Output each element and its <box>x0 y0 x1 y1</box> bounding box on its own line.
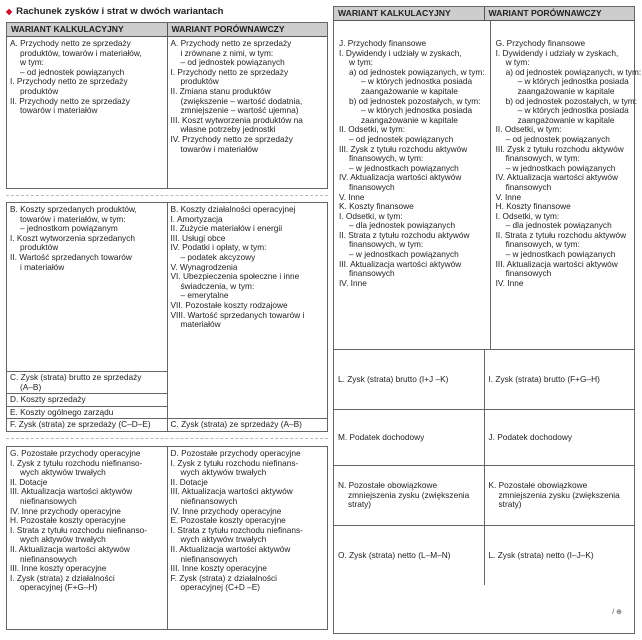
list-line: IV. Inne <box>339 277 367 288</box>
list-line: towarów i materiałów, w tym: <box>20 213 126 224</box>
list-line: zaangażowanie w kapitale <box>517 85 615 96</box>
list-line: – jednostkom powiązanym <box>20 223 118 234</box>
block2-left-final: F. Zysk (strata) ze sprzedaży (C–D–E) <box>7 418 167 431</box>
list-line: produktów <box>20 85 59 96</box>
list-line: własne potrzeby jednostki <box>180 124 276 135</box>
list-line: G. Pozostałe przychody operacyjne <box>10 448 141 458</box>
separator <box>6 195 328 196</box>
list-line: – od jednostek powiązanych <box>20 66 125 77</box>
block3-left <box>7 447 167 629</box>
list-line: I. Amortyzacja <box>170 213 223 224</box>
list-line: I. Strata z tytułu rozchodu niefinanso- <box>10 524 147 535</box>
list-line: II. Aktualizacja wartości aktywów <box>10 543 130 554</box>
list-line: – od jednostek powiązanych <box>505 133 610 144</box>
list-line: niefinansowych <box>20 495 77 506</box>
list-line: – w jednostkach powiązanych <box>505 162 616 173</box>
list-line: – w jednostkach powiązanych <box>349 162 459 173</box>
list-line: – dla jednostek powiązanych <box>505 220 612 231</box>
list-line: zaangażowanie w kapitale <box>361 85 458 96</box>
list-line: II. Przychody netto ze sprzedaży <box>10 95 130 106</box>
list-line: B. Koszty działalności operacyjnej <box>170 204 296 214</box>
summary-line: (A–B) <box>20 381 42 392</box>
list-line: VI. Ubezpieczenia społeczne i inne <box>170 271 300 282</box>
list-line: wych aktywów trwałych <box>180 467 267 478</box>
result-line: M. Podatek dochodowy <box>338 431 425 442</box>
list-line: K. Koszty finansowe <box>339 201 414 212</box>
summary-line: D. Koszty sprzedaży <box>10 394 86 405</box>
list-line: III. Zysk z tytułu rozchodu aktywów <box>339 143 468 154</box>
list-line: III. Aktualizacja wartości aktywów <box>170 486 293 497</box>
block-costs <box>6 202 328 432</box>
list-line: finansowych <box>349 268 395 279</box>
list-line: – w których jednostka posiada <box>361 76 473 87</box>
result-line: O. Zysk (strata) netto (L–M–N) <box>338 549 451 560</box>
block-revenue <box>6 22 328 189</box>
list-line: V. Inne <box>495 191 522 202</box>
block-operating <box>6 446 328 630</box>
list-line: II. Dotacje <box>10 476 48 487</box>
right-table <box>333 6 642 634</box>
list-line: II. Odsetki, w tym: <box>495 124 562 135</box>
header-left: WARIANT KALKULACYJNY <box>338 8 451 18</box>
block1-left <box>7 37 167 189</box>
list-line: towarów i materiałów <box>180 143 258 154</box>
list-line: I. Odsetki, w tym: <box>339 210 403 221</box>
result-line: J. Podatek dochodowy <box>488 431 572 442</box>
list-line: I. Dywidendy i udziały w zyskach, <box>495 47 619 58</box>
list-line: wych aktywów trwałych <box>20 467 106 478</box>
list-line: b) od jednostek pozostałych, w tym: <box>505 95 638 106</box>
block1-right <box>167 37 328 189</box>
list-line: III. Zysk z tytułu rozchodu aktywów <box>495 143 624 154</box>
financial-left <box>334 21 490 349</box>
list-line: G. Przychody finansowe <box>495 38 586 48</box>
list-line: niefinansowych <box>180 495 238 506</box>
result-cell-right <box>484 526 635 585</box>
list-line: I. Zysk z tytułu rozchodu niefinans- <box>170 457 299 468</box>
list-line: – dla jednostek powiązanych <box>349 220 456 231</box>
list-line: zaangażowanie w kapitale <box>361 114 458 125</box>
list-line: II. Strata z tytułu rozchodu aktywów <box>339 229 470 240</box>
result-cell-left <box>334 526 484 585</box>
list-line: produktów <box>20 242 59 253</box>
list-line: b) od jednostek pozostałych, w tym: <box>349 95 481 106</box>
result-row <box>334 409 634 465</box>
title-text: Rachunek zysków i strat w dwóch wariantach <box>16 6 224 17</box>
result-cell-left <box>334 350 484 409</box>
list-line: I. Przychody netto ze sprzedaży <box>10 76 128 87</box>
summary-line: C. Zysk (strata) brutto ze sprzedaży <box>10 372 142 383</box>
financial-right <box>490 21 642 349</box>
list-line: – w jednostkach powiązanych <box>349 249 459 260</box>
block2-right-final: C. Zysk (strata) ze sprzedaży (A–B) <box>168 418 328 431</box>
result-line: zmniejszenia zysku (zwiększenia <box>498 489 620 500</box>
list-line: IV. Przychody netto ze sprzedaży <box>170 133 293 144</box>
list-line: V. Inne <box>339 191 365 202</box>
list-line: materiałów <box>180 319 221 330</box>
list-line: I. Przychody netto ze sprzedaży <box>170 66 289 77</box>
list-line: finansowych, w tym: <box>505 153 580 164</box>
list-line: I. Zysk (strata) z działalności <box>10 572 115 583</box>
list-line: II. Odsetki, w tym: <box>339 124 405 135</box>
list-line: produktów, towarów i materiałów, <box>20 47 142 58</box>
right-table-rows <box>334 349 634 585</box>
result-cell-right <box>484 466 635 525</box>
list-line: IV. Podatki i opłaty, w tym: <box>170 242 267 253</box>
list-line: finansowych <box>505 181 552 192</box>
list-line: I. Odsetki, w tym: <box>495 210 560 221</box>
summary-line: E. Koszty ogólnego zarządu <box>10 406 114 417</box>
separator <box>6 438 328 439</box>
title-bullet-icon: ◆ <box>6 7 13 16</box>
result-cell-left <box>334 466 484 525</box>
result-line: K. Pozostałe obowiązkowe <box>488 480 588 491</box>
block-header <box>7 23 327 37</box>
result-line: L. Zysk (strata) brutto (I+J –K) <box>338 373 449 384</box>
header-left: WARIANT KALKULACYJNY <box>11 24 124 34</box>
list-line: E. Pozostałe koszty operacyjne <box>170 515 286 526</box>
header-right: WARIANT PORÓWNAWCZY <box>167 23 328 36</box>
list-line: IV. Aktualizacja wartości aktywów <box>339 172 462 183</box>
list-line: III. Inne koszty operacyjne <box>10 563 107 574</box>
list-line: finansowych, w tym: <box>349 239 424 250</box>
list-line: I. Dywidendy i udziały w zyskach, <box>339 47 462 58</box>
list-line: zmniejszenie – wartość ujemna) <box>180 105 299 116</box>
list-line: IV. Inne <box>495 277 524 288</box>
list-line: produktów <box>180 76 219 87</box>
result-cell-right <box>484 410 635 465</box>
list-line: IV. Inne przychody operacyjne <box>10 505 121 516</box>
list-line: – w których jednostka posiada <box>361 105 473 116</box>
list-line: w tym: <box>505 57 530 68</box>
list-line: II. Aktualizacja wartości aktywów <box>170 543 291 554</box>
result-cell-left <box>334 410 484 465</box>
list-line: IV. Aktualizacja wartości aktywów <box>495 172 618 183</box>
page-title <box>6 6 224 17</box>
list-line: II. Dotacje <box>170 476 208 487</box>
list-line: wych aktywów trwałych <box>20 534 106 545</box>
list-line: VIII. Wartość sprzedanych towarów i <box>170 309 305 320</box>
list-line: finansowych <box>505 268 552 279</box>
list-line: finansowych, w tym: <box>505 239 580 250</box>
list-line: niefinansowych <box>20 553 77 564</box>
list-line: III. Usługi obce <box>170 232 226 243</box>
list-line: VII. Pozostałe koszty rodzajowe <box>170 299 288 310</box>
list-line: H. Koszty finansowe <box>495 201 571 212</box>
result-line: L. Zysk (strata) netto (I–J–K) <box>488 549 594 560</box>
list-line: finansowych <box>349 181 395 192</box>
result-line: I. Zysk (strata) brutto (F+G–H) <box>488 373 600 384</box>
list-line: III. Koszt wytworzenia produktów na <box>170 114 303 125</box>
list-line: II. Strata z tytułu rozchodu aktywów <box>495 229 627 240</box>
summary-row <box>7 406 167 419</box>
list-line: II. Wartość sprzedanych towarów <box>10 251 132 262</box>
block3-right <box>167 447 328 629</box>
list-line: A. Przychody netto ze sprzedaży <box>170 38 292 48</box>
list-line: F. Zysk (strata) z działalności <box>170 572 278 583</box>
result-line: zmniejszenia zysku (zwiększenia <box>348 489 470 500</box>
list-line: II. Zmiana stanu produktów <box>170 85 271 96</box>
list-line: w tym: <box>349 57 373 68</box>
list-line: w tym: <box>20 57 44 68</box>
list-line: – emerytalne <box>180 290 229 301</box>
list-line: towarów i materiałów <box>20 105 98 116</box>
list-line: III. Aktualizacja wartości aktywów <box>10 486 133 497</box>
list-line: zaangażowanie w kapitale <box>517 114 615 125</box>
list-line: wych aktywów trwałych <box>180 534 267 545</box>
list-line: a) od jednostek powiązanych, w tym: <box>505 66 642 77</box>
list-line: II. Zużycie materiałów i energii <box>170 223 283 234</box>
list-line: – od jednostek powiązanych <box>180 57 285 68</box>
page-mark: / ⊕ <box>612 609 622 617</box>
list-line: świadczenia, w tym: <box>180 280 255 291</box>
result-line: N. Pozostałe obowiązkowe <box>338 480 438 491</box>
list-line: finansowych, w tym: <box>349 153 424 164</box>
block2-right <box>168 203 328 418</box>
list-line: – od jednostek powiązanych <box>349 133 454 144</box>
list-line: J. Przychody finansowe <box>339 38 427 48</box>
result-row <box>334 525 634 585</box>
list-line: I. Zysk z tytułu rozchodu niefinanso- <box>10 457 143 468</box>
summary-row <box>7 371 167 393</box>
result-line: straty) <box>498 499 522 510</box>
list-line: V. Wynagrodzenia <box>170 261 238 272</box>
list-line: – w których jednostka posiada <box>517 76 629 87</box>
list-line: D. Pozostałe przychody operacyjne <box>170 448 301 458</box>
list-line: I. Strata z tytułu rozchodu niefinans- <box>170 524 303 535</box>
list-line: III. Aktualizacja wartości aktywów <box>495 258 618 269</box>
block2-left <box>7 203 167 371</box>
list-line: – w których jednostka posiada <box>517 105 629 116</box>
result-row <box>334 349 634 409</box>
header-right: WARIANT PORÓWNAWCZY <box>484 7 635 20</box>
list-line: – podatek akcyzowy <box>180 251 256 262</box>
list-line: IV. Inne przychody operacyjne <box>170 505 282 516</box>
list-line: B. Koszty sprzedanych produktów, <box>10 204 137 214</box>
list-line: operacyjnej (C+D –E) <box>180 582 261 593</box>
list-line: III. Inne koszty operacyjne <box>170 563 267 574</box>
list-line: I. Koszt wytworzenia sprzedanych <box>10 232 135 243</box>
list-line: i zrównane z nimi, w tym: <box>180 47 274 58</box>
list-line: III. Aktualizacja wartości aktywów <box>339 258 462 269</box>
result-cell-right <box>484 350 635 409</box>
list-line: operacyjnej (F+G–H) <box>20 582 98 593</box>
list-line: H. Pozostałe koszty operacyjne <box>10 515 126 526</box>
list-line: niefinansowych <box>180 553 238 564</box>
list-line: – w jednostkach powiązanych <box>505 249 616 260</box>
list-line: (zwiększenie – wartość dodatnia, <box>180 95 303 106</box>
block2-left-rows <box>7 371 167 418</box>
result-line: straty) <box>348 499 372 510</box>
right-table-header <box>334 7 634 21</box>
list-line: A. Przychody netto ze sprzedaży <box>10 38 131 48</box>
result-row <box>334 465 634 525</box>
summary-row <box>7 393 167 406</box>
list-line: a) od jednostek powiązanych, w tym: <box>349 66 485 77</box>
list-line: i materiałów <box>20 261 65 272</box>
